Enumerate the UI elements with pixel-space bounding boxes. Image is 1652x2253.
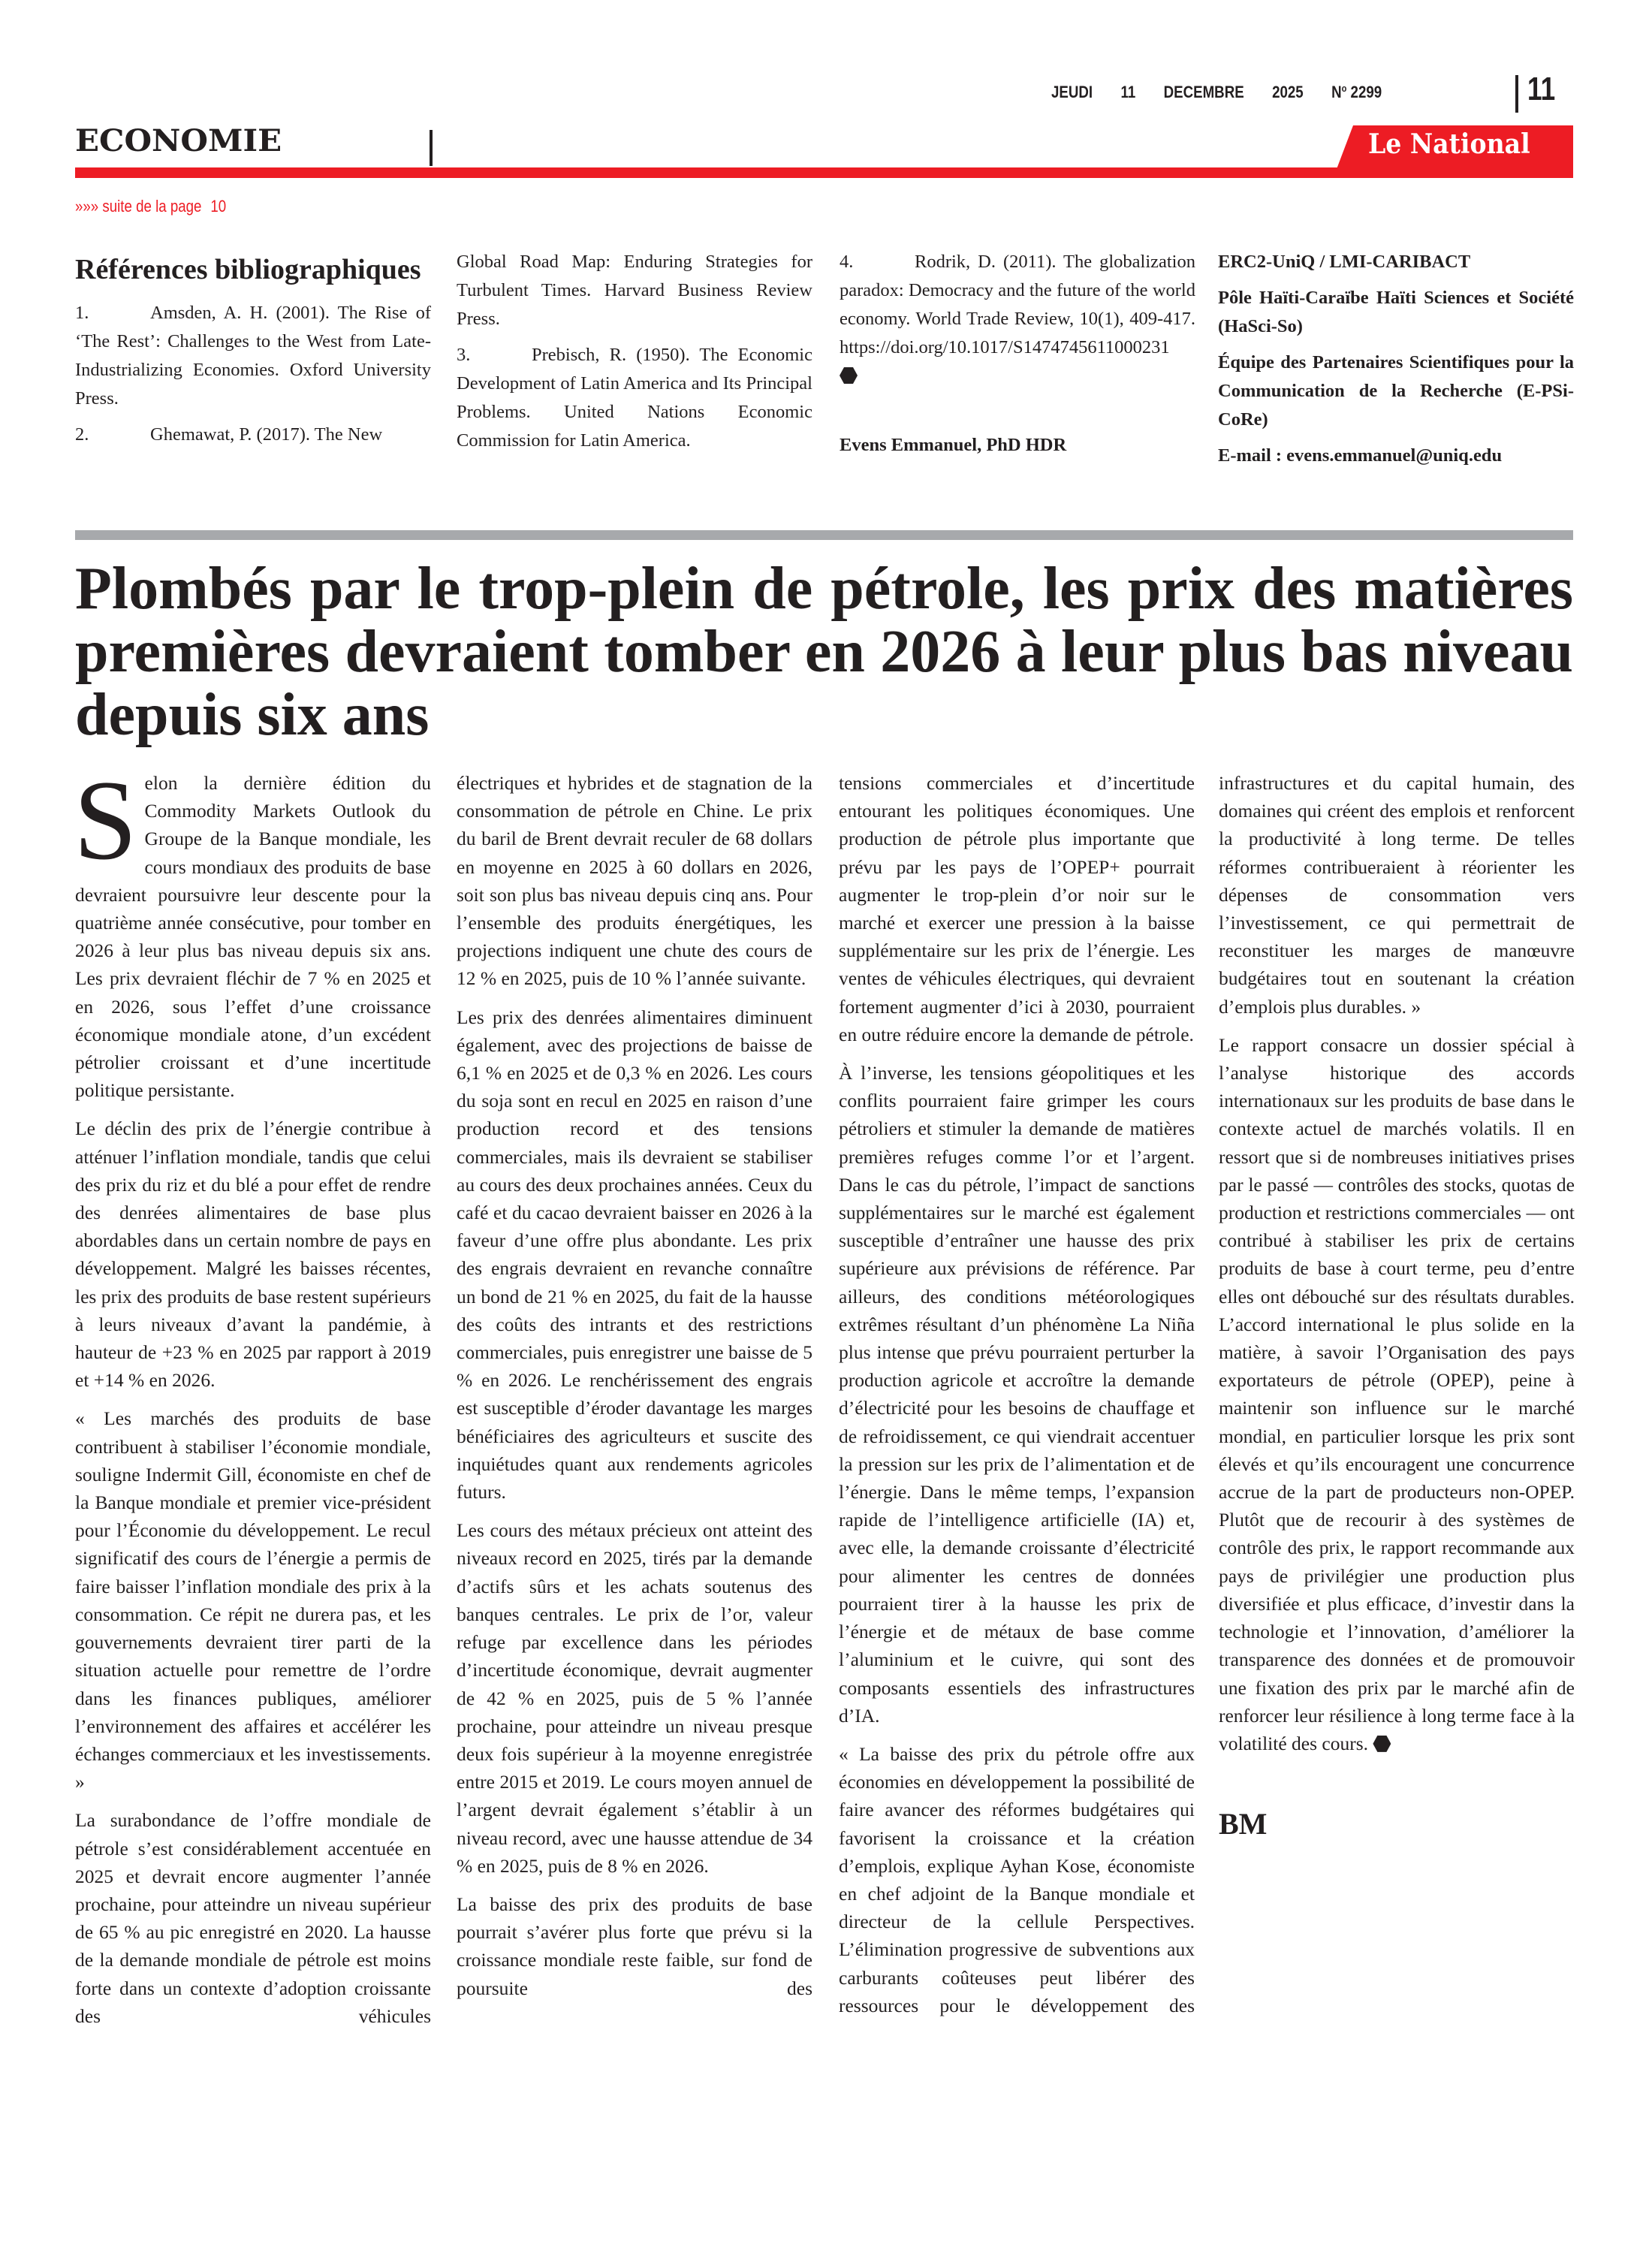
issue-sup: o	[1341, 83, 1347, 94]
references-section	[75, 248, 1573, 503]
paragraph-text: Le rapport consacre un dossier spécial à l’analyse historique des accords internationaux sur les produits de base dans le contexte actuel de marchés volatils. Il en ressort que si de nombreuses initiatives prises par le passé — contrôles des stocks, quotas de production et restrictions commerciales — ont contribué à stabiliser les prix de certains produits de base à court terme, peu d’entre elles ont débouché sur des résultats durables. L’accord international le plus solide en la matière, à savoir l’Organisation des pays exportateurs de pétrole (OPEP), peine à maintenir son influence sur le marché mondial, en particulier lorsque les prix sont élevés et qu’ils encouragent une concurrence accrue de la part de producteurs non-OPEP. Plutôt que de recourir à des systèmes de contrôle des prix, le rapport recommande aux pays de privilégier une production plus diversifiée et plus efficace, d’investir dans la technologie et l’innovation, d’améliorer la transparence des données et de promouvoir une fixation des prix par le marché afin de renforcer leur résilience à long terme face à la volatilité des cours.	[1219, 1033, 1575, 1754]
article-paragraph: Le déclin des prix de l’énergie contribue à atténuer l’inflation mondiale, tandis que celui des prix du riz et du blé a pour effet de rendre des denrées alimentaires de base plus abordables dans un certain nombre de pays en développement. Malgré les baisses récentes, les prix des produits de base restent supérieurs à leurs niveaux d’avant la pandémie, à hauteur de +23 % en 2025 par rapport à 2019 et +14 % en 2026.	[75, 1117, 431, 1392]
reference-number: 2.	[75, 424, 89, 445]
article-paragraph: tensions commerciales et d’incertitude entourant les politiques économiques. Une production de pétrole plus importante que prévu par les pays de l’OPEP+ pourrait augmenter le trop-plein d’or noir sur le marché et exercer une pression à la baisse supplémentaire sur les prix de l’énergie. Les ventes de véhicules électriques, qui devraient fortement augmenter d’ici à 2030, pourraient en outre réduire encore la demande de pétrole.	[839, 772, 1195, 1045]
date-month: DECEMBRE	[1163, 83, 1244, 101]
article-paragraph	[1219, 1031, 1575, 1757]
references-title: Références bibliographiques	[75, 254, 421, 285]
drop-cap: S	[74, 757, 137, 883]
article-paragraph: La surabondance de l’offre mondiale de pétrole s’est considérablement accentuée en 2025 et devrait encore augmenter l’année prochaine, pour atteindre un niveau supérieur de 65 % au pic enregistré en 2020. La hausse de la demande mondiale de pétrole est moins forte dans un contexte d’adoption croissante des véhicules	[75, 1809, 431, 2027]
reference-text[interactable]: Rodrik, D. (2011). The globalization paradox: Democracy and the future of the world economy. World Trade Review, 10(1), 409-417. https://doi.org/10.1017/S1474745611000231	[840, 252, 1195, 357]
article-paragraph: À l’inverse, les tensions géopolitiques et les conflits pourraient faire grimper les cours pétroliers et stimuler la demande de matières premières refuges comme l’or et l’argent. Dans le cas du pétrole, l’impact de sanctions supplémentaires sur le marché est également susceptible d’entraîner une hausse des prix supérieure aux prévisions de référence. Par ailleurs, des conditions météorologiques extrêmes résultant d’un phénomène La Niña plus intense que prévu pourraient perturber la production agricole et accroître la demande d’électricité pour les besoins de chauffage et de refroidissement, ce qui viendrait accentuer la pression sur les prix de l’alimentation et de l’énergie. Dans le même temps, l’expansion rapide de l’intelligence artificielle (IA) et, avec elle, la demande croissante d’électricité pour alimenter les centres de données pourraient tirer à la hausse les prix de l’énergie et de métaux de base comme l’aluminium et le cuivre, qui sont des composants essentiels des infrastructures d’IA.	[839, 1062, 1195, 1727]
author-email[interactable]: E-mail : evens.emmanuel@uniq.edu	[1218, 445, 1503, 466]
article-paragraph	[74, 757, 431, 1104]
reference-number: 4.	[840, 252, 854, 272]
article-paragraph: « Les marchés des produits de base contribuent à stabiliser l’économie mondiale, souligne Indermit Gill, économiste en chef de la Banque mondiale et premier vice-président pour l’Économie du développement. Le recul significatif des cours de l’énergie a permis de faire baisser l’inflation mondiale des prix à la consommation. Ce répit ne durera pas, et les gouvernements devraient tirer parti de la situation actuelle pour remettre de l’ordre dans les finances publiques, améliorer l’environnement des affaires et accélérer les échanges commerciaux et les investissements. »	[75, 1407, 431, 1793]
continued-label: »»» suite de la page	[75, 197, 202, 216]
references-column-1	[75, 252, 431, 457]
brand-logo: Le National	[1368, 128, 1530, 160]
date-num: 11	[1120, 83, 1136, 101]
reference-continued: Global Road Map: Enduring Strategies for Turbulent Times. Harvard Business Review Press.	[457, 252, 812, 329]
affiliation-team: Équipe des Partenaires Scientifiques pour la Communication de la Recherche (E-PSi-CoRe)	[1218, 352, 1574, 430]
author-name: Evens Emmanuel, PhD HDR	[840, 435, 1067, 455]
issue-prefix: N	[1331, 83, 1342, 101]
article-column-2	[457, 769, 812, 2013]
reference-item	[75, 299, 431, 413]
article-column-4	[1219, 769, 1575, 1848]
issue-number	[1331, 83, 1382, 102]
date-year: 2025	[1272, 83, 1304, 101]
reference-item	[75, 421, 431, 449]
article-paragraph: « La baisse des prix du pétrole offre aux économies en développement la possibilité de faire avancer des réformes budgétaires qui favorisent la croissance et la création d’emplois, explique Ayhan Kose, économiste en chef adjoint de la Banque mondiale et directeur de la cellule Perspectives. L’élimination progressive de subventions aux carburants coûteuses peut libérer des ressources pour le développement des	[839, 1742, 1195, 2016]
reference-text: Prebisch, R. (1950). The Economic Development of Latin America and Its Principal Problems. United Nations Economic Commission for Latin America.	[457, 345, 812, 451]
references-column-3	[840, 248, 1195, 467]
issue-value: 2299	[1350, 83, 1382, 101]
reference-item	[457, 341, 812, 455]
reference-number: 3.	[457, 345, 471, 365]
article-paragraph: Les prix des denrées alimentaires diminuent également, avec des projections de baisse de 6,1 % en 2025 et de 0,3 % en 2026. Les cours du soja sont en recul en 2025 en raison d’une production record et des tensions commerciales, mais ils devraient se stabiliser au cours des deux prochaines années. Ceux du café et du cacao devraient baisser en 2026 à la faveur d’une offre plus abondante. Les prix des engrais devraient en revanche connaître un bond de 21 % en 2025, du fait de la hausse des coûts des intrants et des restrictions commerciales, puis enregistrer une baisse de 5 % en 2026. Le renchérissement des engrais est susceptible d’éroder davantage les marges bénéficiaires des agriculteurs et suscite des inquiétudes quant aux rendements agricoles futurs.	[457, 1006, 812, 1504]
reference-number: 1.	[75, 303, 89, 323]
article-paragraph: La baisse des prix des produits de base pourrait s’avérer plus forte que prévu si la croissance mondiale reste faible, sur fond de poursuite des	[457, 1893, 812, 1999]
article-headline: Plombés par le trop-plein de pétrole, les prix des matières premières devraient tomber en 2026 à leur plus bas niveau depuis six ans	[75, 556, 1573, 748]
header-red-rule	[75, 167, 1573, 178]
affiliation-pole: Pôle Haïti-Caraïbe Haïti Sciences et Société (HaSci-So)	[1218, 288, 1574, 336]
page-number: 11	[1527, 71, 1556, 107]
article-paragraph: Les cours des métaux précieux ont atteint des niveaux record en 2025, tirés par la demande d’actifs sûrs et les achats soutenus des banques centrales. Le prix de l’or, valeur refuge par excellence dans les périodes d’incertitude économique, devrait augmenter de 42 % en 2025, puis de 5 % l’année prochaine, pour atteindre un niveau presque deux fois supérieur à la moyenne enregistrée entre 2015 et 2019. Le cours moyen annuel de l’argent devrait également s’établir à un niveau record, avec une hausse attendue de 34 % en 2025, puis de 8 % en 2026.	[457, 1519, 812, 1877]
reference-text: Ghemawat, P. (2017). The New	[150, 424, 383, 445]
section-divider	[430, 130, 433, 166]
article-separator	[75, 530, 1573, 540]
date-day: JEUDI	[1051, 83, 1093, 101]
references-column-2	[457, 248, 812, 463]
article-column-3	[839, 769, 1195, 2030]
section-title: ECONOMIE	[75, 123, 282, 158]
article-paragraph: électriques et hybrides et de stagnation de la consommation de pétrole en Chine. Le prix du baril de Brent devrait reculer de 68 dollars en moyenne en 2025 à 60 dollars en 2026, soit son plus bas niveau depuis cinq ans. Pour l’ensemble des produits énergétiques, les projections indiquent une chute des cours de 12 % en 2025, puis de 10 % l’année suivante.	[457, 772, 812, 990]
reference-text: Amsden, A. H. (2001). The Rise of ‘The Rest’: Challenges to the West from Late-Industrializing Economies. Oxford University Press.	[75, 303, 431, 409]
dateline	[1051, 83, 1409, 110]
page-number-divider	[1515, 75, 1518, 113]
continued-from[interactable]	[75, 197, 226, 216]
affiliation-lab: ERC2-UniQ / LMI-CARIBACT	[1218, 252, 1471, 272]
author-affiliations	[1218, 248, 1574, 478]
article-signature: BM	[1219, 1807, 1268, 1841]
hexagon-end-mark-icon	[840, 367, 858, 384]
reference-item	[840, 248, 1195, 391]
article-column-1	[74, 757, 431, 2040]
article-paragraph: infrastructures et du capital humain, des domaines qui créent des emplois et renforcent la productivité à long terme. De telles réformes contribueraient à réorienter les dépenses de consommation vers l’investissement, ce qui permettrait de reconstituer les marges de manœuvre budgétaires tout en soutenant la création d’emplois plus durables. »	[1219, 772, 1575, 1018]
paragraph-text: elon la dernière édition du Commodity Markets Outlook du Groupe de la Banque mondiale, les cours mondiaux des produits de base devraient poursuivre leur descente pour la quatrième année consécutive, pour tomber en 2026 à leur plus bas niveau depuis six ans. Les prix devraient fléchir de 7 % en 2025 et en 2026, sous l’effet d’une croissance économique mondiale atone, d’un excédent pétrolier croissant et d’une incertitude politique persistante.	[75, 772, 431, 1102]
hexagon-end-mark-icon	[1373, 1736, 1391, 1752]
continued-page: 10	[210, 197, 227, 216]
